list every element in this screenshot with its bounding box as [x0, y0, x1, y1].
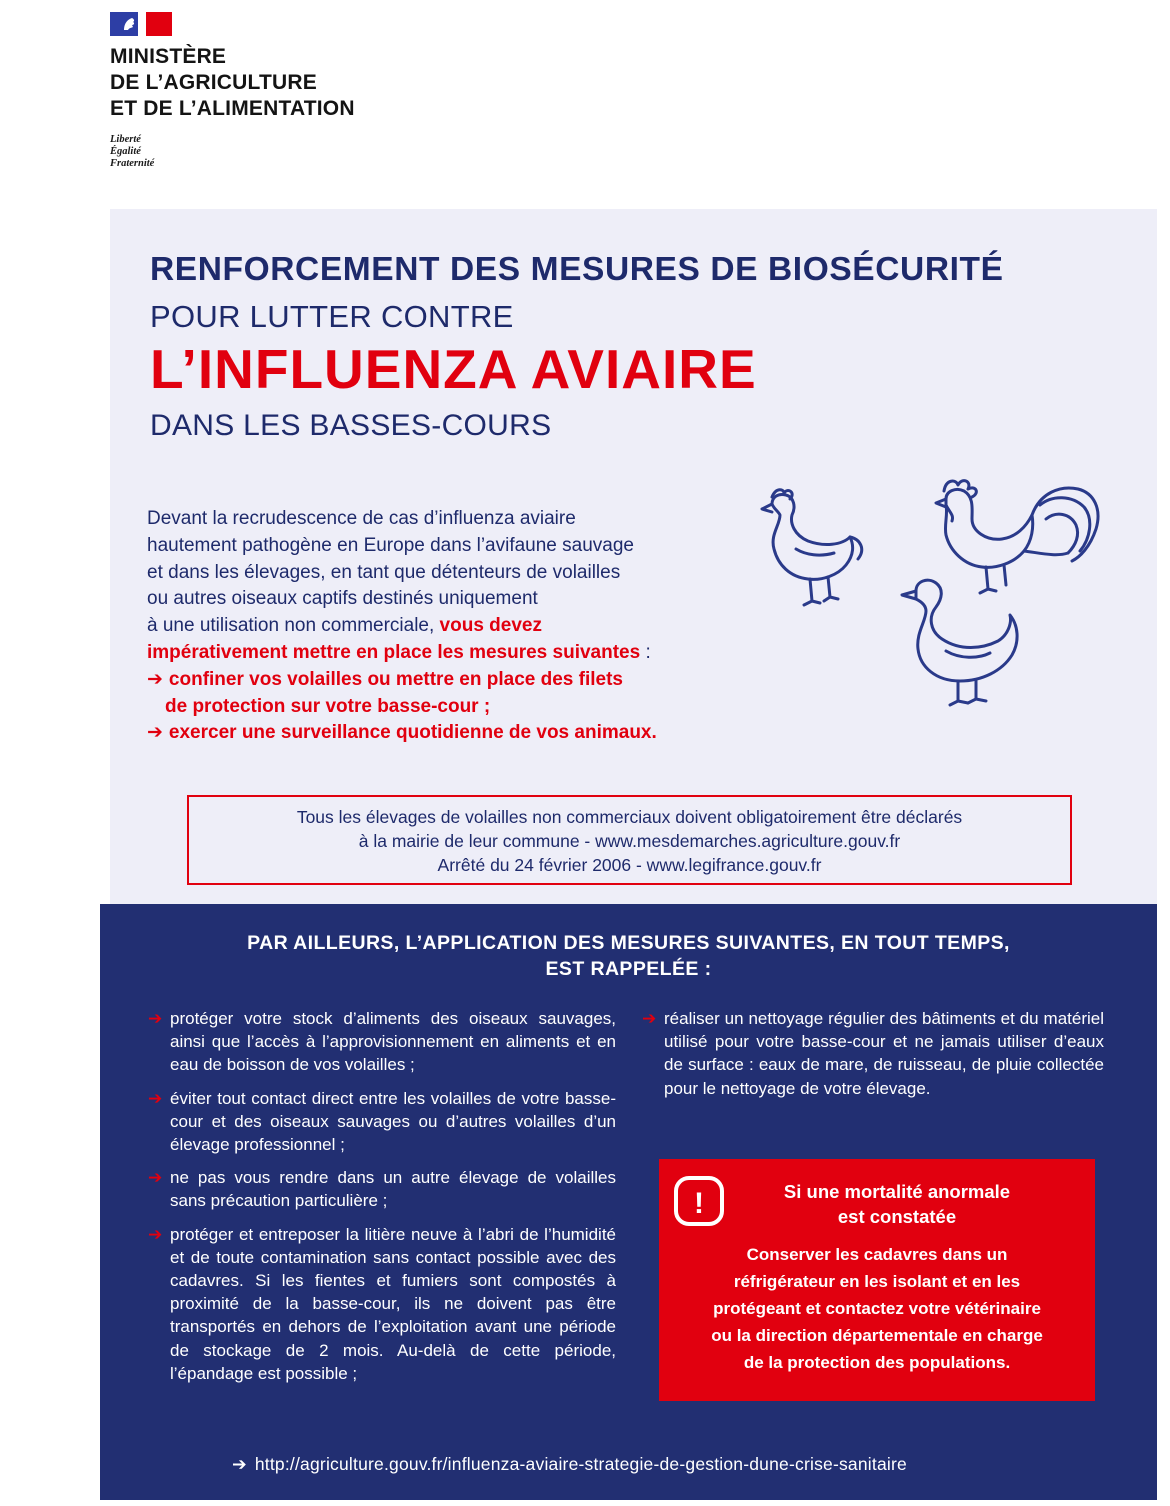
arrow-right-icon: ➔ [232, 1454, 247, 1474]
subtitle: POUR LUTTER CONTRE [150, 299, 514, 334]
intro-plain-text: à une utilisation non commerciale, [147, 615, 440, 637]
alert-body-line: protégeant et contactez votre vétérinaire [713, 1299, 1041, 1318]
intro-emphasis: impérativement mettre en place les mesures suivantes [147, 641, 641, 663]
alert-title-line: Si une mortalité anormale [783, 1181, 1011, 1202]
measure-item-text: protéger votre stock d’aliments des oiseaux sauvages, ainsi que l’accès à l’approvisionnement en aliments et en eau de boisson de vos volailles ; [170, 1009, 616, 1075]
poultry-illustration [750, 449, 1110, 729]
rooster-icon [936, 481, 1098, 593]
main-heading: L’INFLUENZA AVIAIRE [150, 338, 757, 400]
measure-item-text: protéger et entreposer la litière neuve à l’abri de l’humidité et de toute contamination sans contact possible avec des cadavres. Si les fientes et fumiers sont compostés à proximité de la basse-cour, ils ne doivent pas être transportés en dehors de l’exploitation avant une période de stockage de 2 mois. Au-delà de cette période, l’épandage est possible ; [170, 1224, 616, 1383]
alert-title [719, 1179, 1075, 1229]
republic-flag [110, 12, 172, 36]
ministry-line: DE L’AGRICULTURE [110, 71, 317, 94]
mortality-alert-box [659, 1159, 1095, 1401]
motto-line: Égalité [110, 146, 141, 157]
intro-line: hautement pathogène en Europe dans l’avifaune sauvage [147, 534, 634, 556]
measures-left-column [148, 1007, 616, 1395]
arrow-right-icon: ➔ [148, 1009, 163, 1028]
page-title: RENFORCEMENT DES MESURES DE BIOSÉCURITÉ [150, 251, 1004, 288]
measure-continuation: de protection sur votre basse-cour ; [165, 695, 491, 717]
alert-body [669, 1241, 1085, 1376]
measures-heading [100, 930, 1157, 982]
declaration-notice [187, 795, 1072, 885]
measures-heading-line: EST RAPPELÉE : [545, 958, 712, 980]
measures-right-column [642, 1007, 1104, 1110]
general-measures-panel [100, 904, 1157, 1500]
flag-blue-stripe [110, 12, 138, 36]
measure-item [148, 1007, 616, 1077]
measure-item [148, 1166, 616, 1212]
measure-item-text: éviter tout contact direct entre les volailles de votre basse-cour et des oiseaux sauvages ou d’autres volailles d’un élevage professionnel ; [170, 1088, 616, 1155]
marianne-profile-icon [120, 16, 138, 32]
alert-body-line: ou la direction départementale en charge [711, 1326, 1043, 1345]
arrow-right-icon: ➔ [147, 668, 163, 690]
measure-text: confiner vos volailles ou mettre en place des filets [168, 668, 623, 690]
measures-heading-line: PAR AILLEURS, L’APPLICATION DES MESURES SUIVANTES, EN TOUT TEMPS, [247, 932, 1010, 954]
arrow-right-icon: ➔ [642, 1009, 657, 1028]
arrow-right-icon: ➔ [148, 1168, 163, 1188]
measure-item-text: réaliser un nettoyage régulier des bâtiments et du matériel utilisé pour votre basse-cour et ne jamais utiliser d’eaux de surface : eaux de mare, de ruisseau, de pluie collectée pour le nettoyage de votre élevage. [664, 1009, 1104, 1098]
measure-bullet [147, 667, 757, 694]
republic-motto [110, 134, 410, 170]
ministry-line: MINISTÈRE [110, 45, 227, 68]
notice-line: à la mairie de leur commune - www.mesdemarches.agriculture.gouv.fr [358, 831, 901, 851]
flag-red-stripe [146, 12, 172, 36]
motto-line: Liberté [110, 134, 141, 145]
subheading: DANS LES BASSES-COURS [150, 409, 552, 442]
measure-bullet [147, 720, 757, 747]
notice-line: Arrêté du 24 février 2006 - www.legifrance.gouv.fr [437, 855, 822, 875]
notice-line: Tous les élevages de volailles non commerciaux doivent obligatoirement être déclarés [296, 807, 963, 827]
measure-item [148, 1223, 616, 1385]
alert-body-line: réfrigérateur en les isolant et en les [733, 1272, 1021, 1291]
footer-link[interactable] [232, 1454, 907, 1475]
motto-line: Fraternité [110, 158, 155, 169]
flag-white-stripe [138, 12, 146, 36]
intro-line: et dans les élevages, en tant que détenteurs de volailles [147, 561, 621, 583]
intro-line [147, 640, 757, 667]
arrow-right-icon: ➔ [148, 1088, 163, 1108]
arrow-right-icon: ➔ [147, 722, 163, 744]
measure-item [148, 1087, 616, 1157]
alert-body-line: Conserver les cadavres dans un [746, 1245, 1008, 1264]
intro-emphasis: vous devez [439, 615, 542, 637]
measure-item [642, 1007, 1104, 1100]
measure-text: exercer une surveillance quotidienne de vos animaux. [168, 722, 657, 744]
intro-plain-text: : [640, 641, 651, 663]
biosecurity-panel [110, 209, 1157, 904]
footer-link-url[interactable]: http://agriculture.gouv.fr/influenza-aviaire-strategie-de-gestion-dune-crise-sanitaire [254, 1454, 907, 1474]
measure-item-text: ne pas vous rendre dans un autre élevage de volailles sans précaution particulière ; [170, 1168, 616, 1211]
ministry-logo [110, 12, 410, 170]
alert-title-line: est constatée [837, 1206, 957, 1227]
arrow-right-icon: ➔ [148, 1224, 163, 1244]
warning-glyph: ! [694, 1187, 704, 1220]
duck-icon [902, 580, 1017, 705]
ministry-line: ET DE L’ALIMENTATION [110, 97, 355, 120]
intro-line [147, 613, 757, 640]
alert-body-line: de la protection des populations. [743, 1353, 1011, 1372]
hen-icon [762, 490, 862, 605]
intro-line: ou autres oiseaux captifs destinés uniquement [147, 588, 538, 610]
intro-line: Devant la recrudescence de cas d’influenza aviaire [147, 508, 576, 529]
intro-text [147, 506, 757, 747]
ministry-name [110, 44, 410, 122]
